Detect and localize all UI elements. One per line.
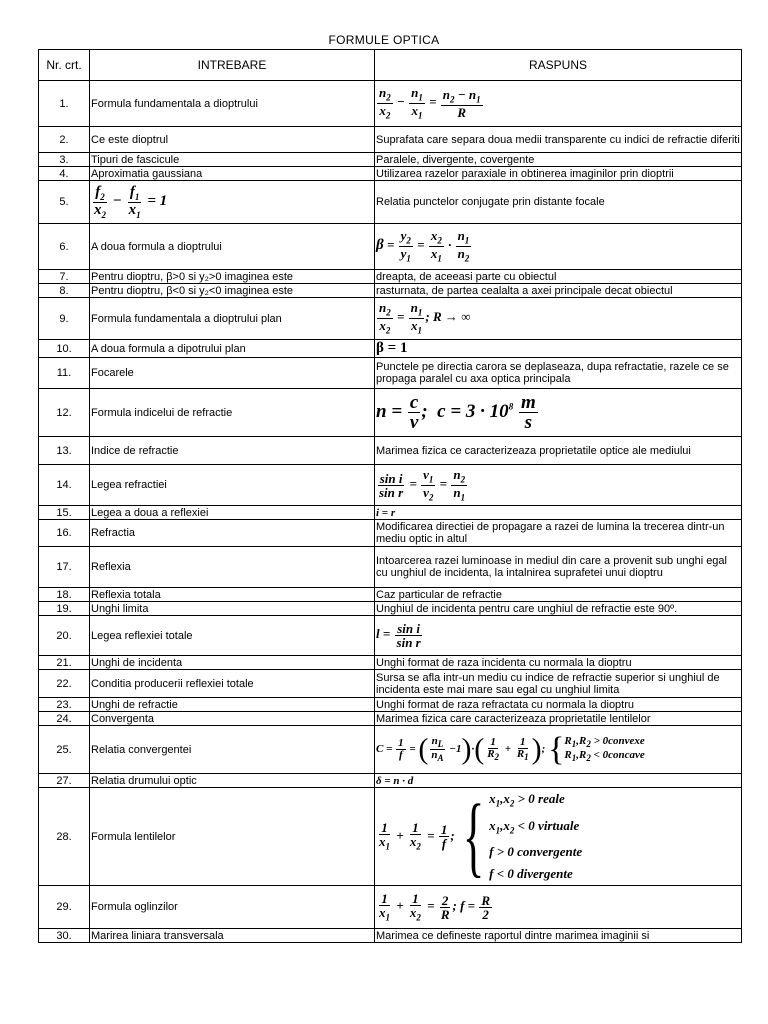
question-cell: Reflexia: [90, 547, 375, 588]
table-row: [39, 270, 742, 284]
table-row: [39, 506, 742, 520]
answer-cell: Unghi format de raza refractata cu normala la dioptru: [375, 698, 742, 712]
page-title: FORMULE OPTICA: [328, 33, 440, 47]
row-number: 20.: [39, 616, 90, 656]
formula: $\frac{n_2}{x_2}$ − $\frac{n_1}{x_1}$ = $\frac{n_2 - n_1}{R}$: [379, 85, 481, 121]
formula: $\frac{n_2}{x_2}$ = $\frac{n_1}{x_1}$ ; R → ∞: [379, 300, 471, 336]
row-number: 27.: [39, 774, 90, 788]
formula-cell: [375, 465, 742, 506]
row-number: 19.: [39, 602, 90, 616]
table-row: [39, 81, 742, 127]
row-number: 14.: [39, 465, 90, 506]
formula: $\frac{f_2}{x_2}$ − $\frac{f_1}{x_1}$ = 1: [94, 183, 168, 220]
question-cell: Reflexia totala: [90, 588, 375, 602]
question-cell: Indice de refractie: [90, 437, 375, 465]
question-cell: Unghi limita: [90, 602, 375, 616]
table-row: [39, 656, 742, 670]
table-row: [39, 602, 742, 616]
question-cell: Marirea liniara transversala: [90, 929, 375, 943]
question-cell: Formula indicelui de refractie: [90, 389, 375, 437]
formula: C = $\frac{1}{f}$ = ( $\frac{n_L}{n_A}$ −1)·( $\frac{1}{R_2}$ + $\frac{1}{R_1}$ ); { $R_1,R_2$ > 0convexe $R_1,R_2$ < 0concave: [376, 730, 645, 768]
formula-cell: [375, 788, 742, 886]
question-cell: A doua formula a dipotrului plan: [90, 340, 375, 358]
table-row: [39, 929, 742, 943]
answer-cell: Caz particular de refractie: [375, 588, 742, 602]
question-cell: Legea a doua a reflexiei: [90, 506, 375, 520]
answer-cell: Marimea fizica care caracterizeaza proprietatile lentilelor: [375, 712, 742, 726]
answer-cell: Suprafata care separa doua medii transparente cu indici de refractie diferiti: [375, 127, 742, 153]
answer-cell: Utilizarea razelor paraxiale in obtinerea imaginilor prin dioptrii: [375, 167, 742, 181]
answer-cell: rasturnata, de partea cealalta a axei principale decat obiectul: [375, 284, 742, 298]
row-number: 18.: [39, 588, 90, 602]
formula: $\frac{1}{x_1}$ + $\frac{1}{x_2}$ = $\frac{1}{f}$ ; { $x_1,x_2 > 0$ reale $x_1,x_2 < 0$ virtuale f > 0 convergente f < 0 divergente: [379, 787, 583, 886]
row-number: 30.: [39, 929, 90, 943]
table-row: [39, 588, 742, 602]
formula-cell: [375, 616, 742, 656]
question-cell: Ce este dioptrul: [90, 127, 375, 153]
row-number: 10.: [39, 340, 90, 358]
formula: β = $\frac{y_2}{y_1}$ = $\frac{x_2}{x_1}$ · $\frac{n_1}{n_2}$: [376, 228, 470, 264]
question-cell: Unghi de incidenta: [90, 656, 375, 670]
row-number: 13.: [39, 437, 90, 465]
row-number: 29.: [39, 886, 90, 929]
answer-cell: Marimea ce defineste raportul dintre marimea imaginii si: [375, 929, 742, 943]
row-number: 8.: [39, 284, 90, 298]
row-number: 5.: [39, 181, 90, 224]
formula-cell: [375, 81, 742, 127]
formula: n = $\frac{c}{v}$ ; $c = 3 \cdot 10^8$ $\frac{m}{s}$: [376, 392, 536, 433]
table-row: [39, 788, 742, 886]
table-row: [39, 520, 742, 547]
formula: $\frac{1}{x_1}$ + $\frac{1}{x_2}$ = $\frac{2}{R}$ ; f = $\frac{R}{2}$: [379, 890, 491, 923]
answer-cell: Punctele pe directia carora se deplaseaza, dupa refractatie, razele ce se propaga paralel cu axa optica principala: [375, 358, 742, 389]
answer-cell: Intoarcerea razei luminoase in mediul din care a provenit sub unghi egal cu unghiul de incidenta, la intalnirea suprafetei unui dioptru: [375, 547, 742, 588]
row-number: 9.: [39, 298, 90, 340]
table-row: [39, 712, 742, 726]
table-row: [39, 153, 742, 167]
table-row: [39, 774, 742, 788]
question-cell: Conditia producerii reflexiei totale: [90, 670, 375, 698]
question-cell: Legea refractiei: [90, 465, 375, 506]
formula-cell: [375, 506, 742, 520]
question-cell: Focarele: [90, 358, 375, 389]
formula-cell: [375, 298, 742, 340]
question-cell: Convergenta: [90, 712, 375, 726]
answer-cell: dreapta, de aceeasi parte cu obiectul: [375, 270, 742, 284]
answer-cell: Relatia punctelor conjugate prin distante focale: [375, 181, 742, 224]
question-cell: Formula fundamentala a dioptrului plan: [90, 298, 375, 340]
answer-cell: Paralele, divergente, covergente: [375, 153, 742, 167]
answer-cell: Unghiul de incidenta pentru care unghiul de refractie este 90º.: [375, 602, 742, 616]
answer-cell: Sursa se afla intr-un mediu cu indice de refractie superior si unghiul de incidenta este mai mare sau egal cu unghiul limita: [375, 670, 742, 698]
table-row: [39, 389, 742, 437]
row-number: 11.: [39, 358, 90, 389]
question-cell: Formula oglinzilor: [90, 886, 375, 929]
table-header-row: [39, 50, 742, 81]
table-row: [39, 284, 742, 298]
table-row: [39, 726, 742, 774]
row-number: 7.: [39, 270, 90, 284]
question-cell: Aproximatia gaussiana: [90, 167, 375, 181]
formula-cell: [375, 224, 742, 270]
formula: β = 1: [376, 340, 408, 356]
table-row: [39, 465, 742, 506]
question-cell: Formula lentilelor: [90, 788, 375, 886]
question-cell: Pentru dioptru, β>0 si y₂>0 imaginea este: [90, 270, 375, 284]
table-row: [39, 167, 742, 181]
answer-cell: Modificarea directiei de propagare a razei de lumina la trecerea dintr-un mediu optic in altul: [375, 520, 742, 547]
table-row: [39, 886, 742, 929]
header-raspuns: RASPUNS: [375, 50, 742, 81]
question-cell: Pentru dioptru, β<0 si y₂<0 imaginea este: [90, 284, 375, 298]
question-cell: Unghi de refractie: [90, 698, 375, 712]
table-row: [39, 181, 742, 224]
row-number: 21.: [39, 656, 90, 670]
header-nr: Nr. crt.: [39, 50, 90, 81]
formula: i = r: [376, 506, 396, 519]
question-cell: Tipuri de fascicule: [90, 153, 375, 167]
table-row: [39, 616, 742, 656]
formula: $\frac{\text{sin i}}{\text{sin r}}$ = $\frac{v_1}{v_2}$ = $\frac{n_2}{n_1}$: [379, 466, 466, 503]
row-number: 28.: [39, 788, 90, 886]
table-row: [39, 127, 742, 153]
table-row: [39, 340, 742, 358]
table-row: [39, 224, 742, 270]
question-cell: Formula fundamentala a dioptrului: [90, 81, 375, 127]
formula-cell: [375, 774, 742, 788]
question-cell: Relatia convergentei: [90, 726, 375, 774]
table-row: [39, 698, 742, 712]
formula-cell: [375, 389, 742, 437]
table-row: [39, 437, 742, 465]
row-number: 2.: [39, 127, 90, 153]
formula: δ = n · d: [376, 774, 414, 787]
answer-cell: Marimea fizica ce caracterizeaza proprietatile optice ale mediului: [375, 437, 742, 465]
formula: l = $\frac{\text{sin i}}{\text{sin r}}$: [376, 621, 421, 650]
row-number: 22.: [39, 670, 90, 698]
table-row: [39, 298, 742, 340]
row-number: 15.: [39, 506, 90, 520]
row-number: 1.: [39, 81, 90, 127]
table-row: [39, 358, 742, 389]
formula-cell: [375, 340, 742, 358]
row-number: 16.: [39, 520, 90, 547]
row-number: 25.: [39, 726, 90, 774]
row-number: 12.: [39, 389, 90, 437]
formula-cell: [375, 886, 742, 929]
row-number: 17.: [39, 547, 90, 588]
row-number: 4.: [39, 167, 90, 181]
header-intrebare: INTREBARE: [90, 50, 375, 81]
question-formula-cell: [90, 181, 375, 224]
question-cell: Refractia: [90, 520, 375, 547]
question-cell: Legea reflexiei totale: [90, 616, 375, 656]
question-cell: A doua formula a dioptrului: [90, 224, 375, 270]
formula-table: [38, 49, 742, 943]
answer-cell: Unghi format de raza incidenta cu normala la dioptru: [375, 656, 742, 670]
row-number: 6.: [39, 224, 90, 270]
table-row: [39, 670, 742, 698]
row-number: 23.: [39, 698, 90, 712]
formula-cell: [375, 726, 742, 774]
table-row: [39, 547, 742, 588]
row-number: 3.: [39, 153, 90, 167]
question-cell: Relatia drumului optic: [90, 774, 375, 788]
row-number: 24.: [39, 712, 90, 726]
